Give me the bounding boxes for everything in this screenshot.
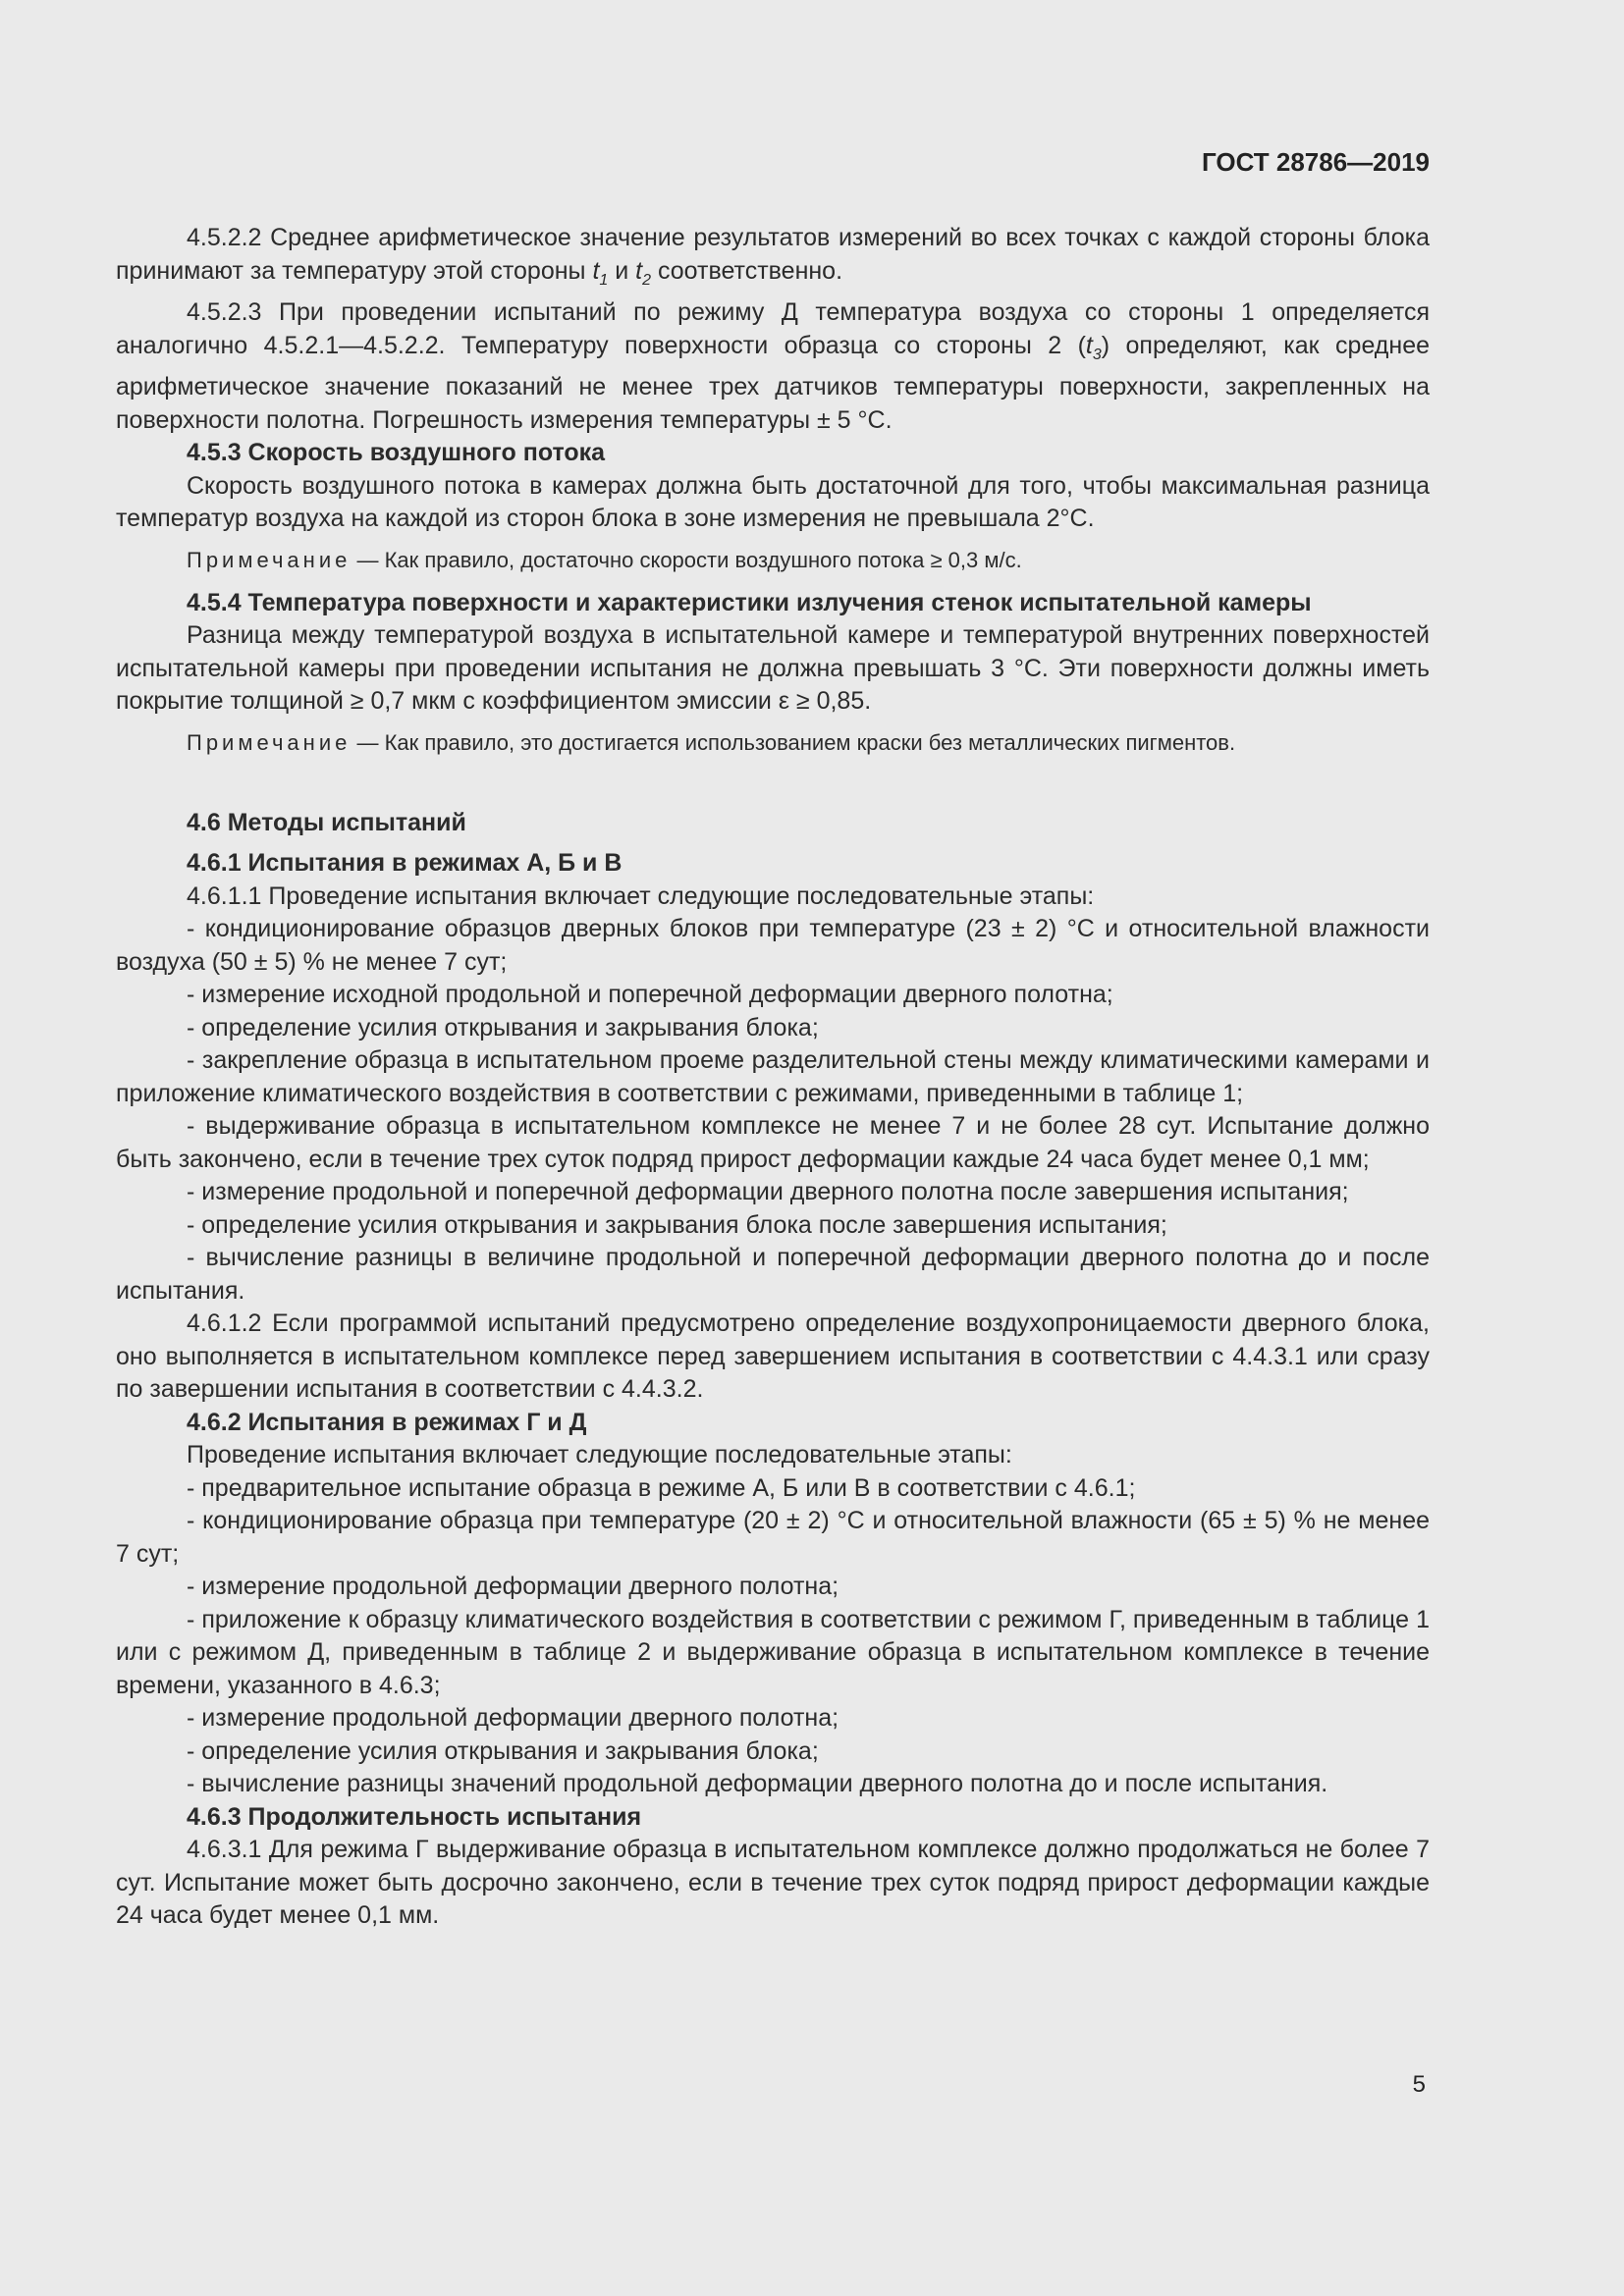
paragraph-4-6-3-1: 4.6.3.1 Для режима Г выдерживание образца в испытательном комплексе должно продолжаться не более 7 сут. Испытание может быть досрочно закончено, если в течение трех суток подряд прирост деформации каждые 24 часа будет менее 0,1 мм.: [116, 1836, 1430, 1929]
paragraph-4-6-1-2: 4.6.1.2 Если программой испытаний предусмотрено определение воздухопроницаемости дверного блока, оно выполняется в испытательном комплексе перед завершением испытания в соответствии с 4.4.3.1 или сразу по завершении испытания в соответствии с 4.4.3.2.: [116, 1309, 1430, 1403]
paragraph-4-6-2: Проведение испытания включает следующие последовательные этапы:: [187, 1441, 1012, 1468]
paragraph-4-5-2-3: 4.5.2.3 При проведении испытаний по режиму Д температура воздуха со стороны 1 определяется аналогично 4.5.2.1—4.5.2.2. Температуру поверхности образца со стороны 2 $(t_3)$ определяют, как среднее арифметическое значение показаний не менее трех датчиков температуры поверхности, закрепленных на поверхности полотна. Погрешность измерения температуры ± 5 °С.: [116, 298, 1431, 434]
list-item: - предварительное испытание образца в режиме А, Б или В в соответствии с 4.6.1;: [187, 1473, 1136, 1502]
note-2: Примечание — Как правило, это достигается использованием краски без металлических пигментов.: [187, 729, 1236, 755]
list-item: - кондиционирование образцов дверных блоков при температуре (23 ± 2) °С и относительной влажности воздуха (50 ± 5) % не менее 7 сут;: [116, 915, 1430, 976]
list-item: - определение усилия открывания и закрывания блока после завершения испытания;: [187, 1210, 1167, 1239]
page-content: [116, 222, 1430, 1933]
list-item: - измерение исходной продольной и поперечной деформации дверного полотна;: [187, 981, 1113, 1008]
paragraph-4-5-2-2: 4.5.2.2 Среднее арифметическое значение результатов измерений во всех точках с каждой стороны блока принимают за температуру этой стороны $t_1$ и $t_2$ соответственно.: [116, 224, 1430, 289]
list-item: - вычисление разницы в величине продольной и поперечной деформации дверного полотна до и после испытания.: [116, 1244, 1430, 1305]
heading-4-5-3: 4.5.3 Скорость воздушного потока: [187, 439, 606, 466]
heading-4-6: 4.6 Методы испытаний: [187, 808, 466, 836]
paragraph-4-5-4: Разница между температурой воздуха в испытательной камере и температурой внутренних поверхностей испытательной камеры при проведении испытания не должна превышать 3 °С. Эти поверхности должны иметь покрытие толщиной ≥ 0,7 мкм с коэффициентом эмиссии ε ≥ 0,85.: [116, 621, 1430, 715]
heading-4-6-2: 4.6.2 Испытания в режимах Г и Д: [187, 1408, 587, 1436]
note-label: Примечание: [187, 729, 352, 755]
list-item: - измерение продольной деформации дверного полотна;: [187, 1573, 839, 1600]
symbol-t3: $t_3$: [1085, 331, 1102, 363]
page-number: 5: [1412, 2071, 1426, 2098]
paragraph-4-5-3: Скорость воздушного потока в камерах должна быть достаточной для того, чтобы максимальная разница температур воздуха на каждой из сторон блока в зоне измерения не превышала 2°С.: [116, 471, 1430, 532]
paragraph-4-6-1-1: 4.6.1.1 Проведение испытания включает следующие последовательные этапы:: [187, 881, 1095, 910]
heading-4-5-4: 4.5.4 Температура поверхности и характеристики излучения стенок испытательной камеры: [187, 588, 1312, 616]
list-item: - приложение к образцу климатического воздействия в соответствии с режимом Г, приведенным в таблице 1 или с режимом Д, приведенным в таблице 2 и выдерживание образца в испытательном комплексе в течение времени, указанного в 4.6.3;: [116, 1605, 1430, 1699]
note-label: Примечание: [187, 547, 352, 572]
document-code: ГОСТ 28786—2019: [1202, 147, 1430, 177]
list-item: - выдерживание образца в испытательном комплексе не менее 7 и не более 28 сут. Испытание должно быть закончено, если в течение трех суток подряд прирост деформации каждые 24 часа будет менее 0,1 мм;: [116, 1112, 1430, 1173]
note-1: Примечание — Как правило, достаточно скорости воздушного потока ≥ 0,3 м/с.: [187, 547, 1022, 572]
heading-4-6-3: 4.6.3 Продолжительность испытания: [187, 1802, 642, 1831]
list-item: - закрепление образца в испытательном проеме разделительной стены между климатическими камерами и приложение климатического воздействия в соответствии с режимами, приведенными в таблице 1;: [116, 1046, 1430, 1107]
list-item: - определение усилия открывания и закрывания блока;: [187, 1736, 819, 1765]
list-item: - определение усилия открывания и закрывания блока;: [187, 1013, 819, 1041]
list-item: - измерение продольной и поперечной деформации дверного полотна после завершения испытания;: [187, 1178, 1349, 1205]
list-item: - кондиционирование образца при температуре (20 ± 2) °С и относительной влажности (65 ± 5) % не менее 7 сут;: [116, 1507, 1430, 1568]
list-item: - измерение продольной деформации дверного полотна;: [187, 1704, 839, 1732]
heading-4-6-1: 4.6.1 Испытания в режимах А, Б и В: [187, 849, 623, 877]
list-item: - вычисление разницы значений продольной деформации дверного полотна до и после испытания.: [187, 1770, 1328, 1797]
symbol-t1: $t_1$: [592, 256, 609, 289]
symbol-t2: $t_2$: [635, 256, 652, 289]
